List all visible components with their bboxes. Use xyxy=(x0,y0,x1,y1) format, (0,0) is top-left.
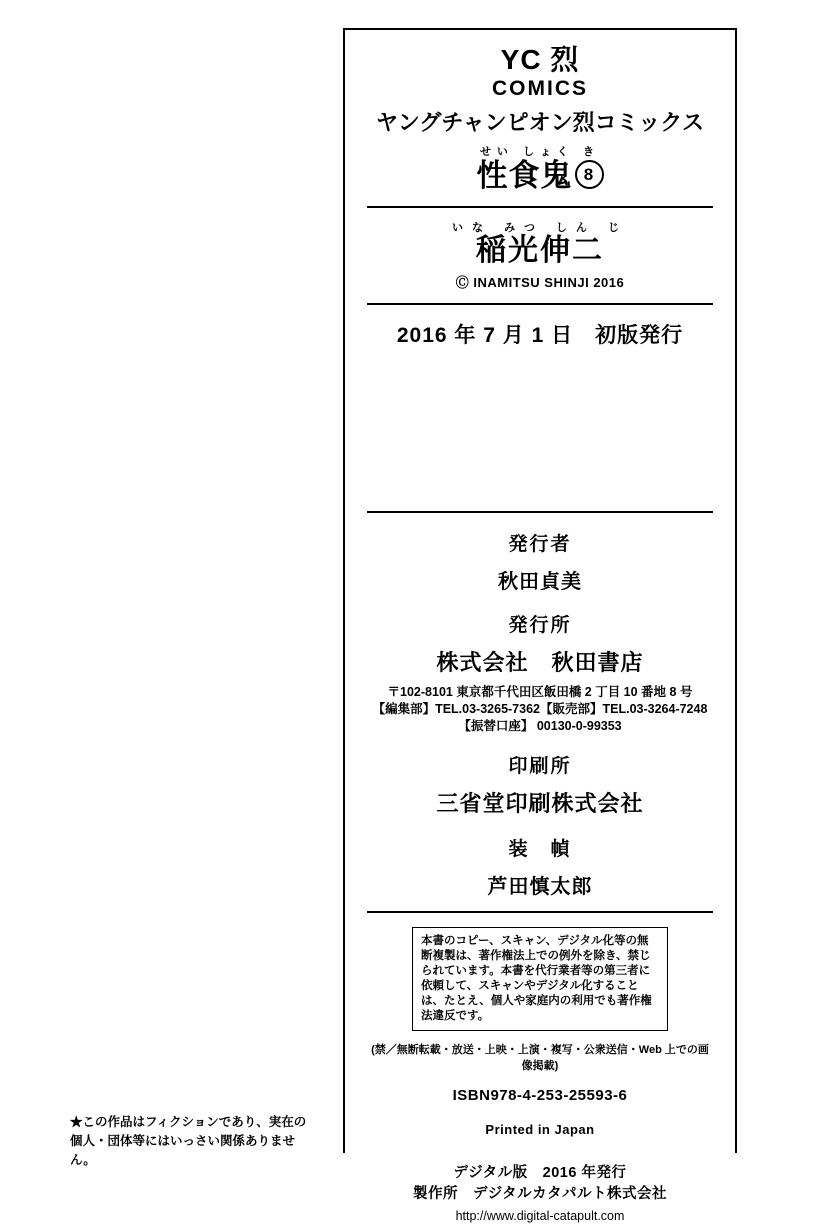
publisher-company-name: 株式会社 秋田書店 xyxy=(436,650,644,675)
digital-producer-line: 製作所 デジタルカタパルト株式会社 xyxy=(413,1186,667,1202)
printer-label: 印刷所 xyxy=(508,756,572,777)
fiction-disclaimer-line-1: ★この作品はフィクションであり、実在の xyxy=(70,1115,307,1129)
design-label: 装 幀 xyxy=(508,839,572,860)
colophon-inner xyxy=(345,44,735,1227)
publisher-company-label: 発行所 xyxy=(508,615,572,636)
copyright-line: Ⓒ INAMITSU SHINJI 2016 xyxy=(455,275,625,290)
fiction-disclaimer-line-2: 個人・団体等にはいっさい関係ありません。 xyxy=(70,1134,296,1167)
author-name: 稲光伸二 xyxy=(476,234,604,267)
divider-publisher-top xyxy=(367,511,713,513)
publication-date: 2016 年 7 月 1 日 初版発行 xyxy=(396,324,684,347)
prohibition-line: (禁／無断転載・放送・上映・上演・複写・公衆送信・Web 上での画像掲載) xyxy=(371,1044,709,1072)
imprint-mark xyxy=(367,44,713,102)
address-line-1: 〒102-8101 東京都千代田区飯田橋 2 丁目 10 番地 8 号 xyxy=(387,685,693,699)
publisher-person-label: 発行者 xyxy=(508,534,572,555)
blank-space xyxy=(367,349,713,499)
digital-edition-block xyxy=(367,1163,713,1227)
book-title xyxy=(367,158,713,194)
digital-url: http://www.digital-catapult.com xyxy=(455,1209,625,1223)
book-title-text: 性食鬼 xyxy=(476,158,573,193)
publisher-person-name: 秋田貞美 xyxy=(498,571,582,593)
copyright-notice-box: 本書のコピー、スキャン、デジタル化等の無断複製は、著作権法上での例外を除き、禁じられています。本書を代行業者等の第三者に依頼して、スキャンやデジタル化することは、たとえ、個人や家庭内の利用でも著作権法違反です。 xyxy=(412,927,668,1031)
volume-badge: 8 xyxy=(575,160,604,189)
colophon-panel xyxy=(343,28,737,1223)
address-line-3: 【振替口座】 00130-0-99353 xyxy=(458,719,622,733)
printer-name: 三省堂印刷株式会社 xyxy=(436,791,644,816)
divider-top xyxy=(367,206,713,208)
title-ruby: せい しょく き xyxy=(479,146,601,158)
imprint-mark-line1: YC 烈 xyxy=(500,44,580,75)
series-name: ヤングチャンピオン烈コミックス xyxy=(375,110,705,135)
digital-edition-line: デジタル版 2016 年発行 xyxy=(453,1165,627,1181)
publisher-address xyxy=(367,684,713,735)
isbn: ISBN978-4-253-25593-6 xyxy=(452,1087,628,1104)
divider-notice-top xyxy=(367,911,713,913)
designer-name: 芦田慎太郎 xyxy=(487,876,593,898)
imprint-mark-line2: COMICS xyxy=(492,77,588,100)
address-line-2: 【編集部】TEL.03-3265-7362【販売部】TEL.03-3264-7248 xyxy=(372,702,708,716)
author-ruby: いな みつ しん じ xyxy=(452,222,628,234)
fiction-disclaimer xyxy=(70,1113,320,1170)
printed-in: Printed in Japan xyxy=(485,1122,595,1137)
divider-date-top xyxy=(367,303,713,305)
